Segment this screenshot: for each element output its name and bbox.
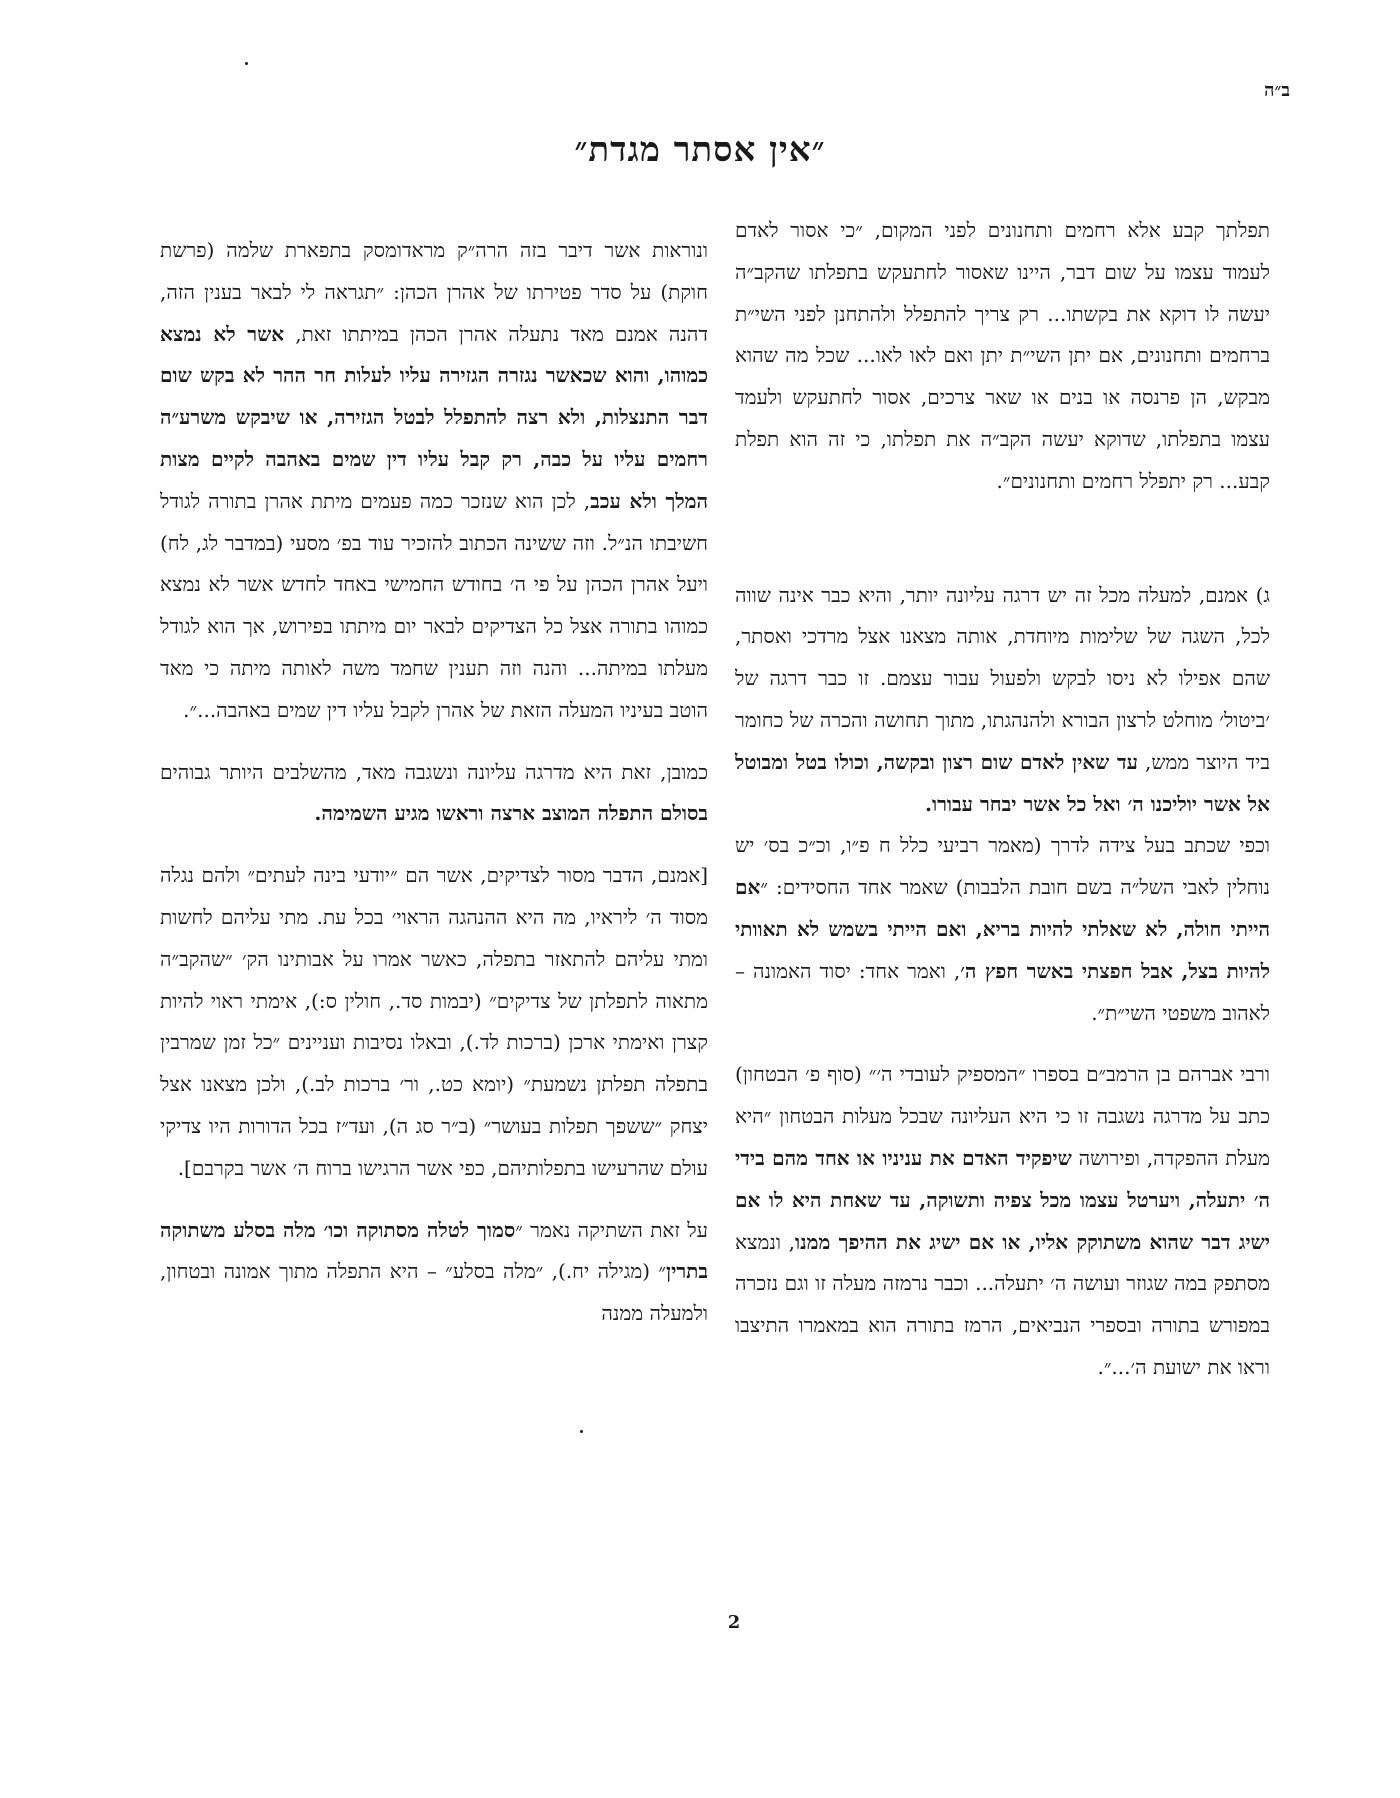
bold-text-run: עד שאין לאדם שום רצון ובקשה, וכולו בטל ומבוטל אל אשר יוליכנו ה׳ ואל כל אשר יבחר עבורו. (735, 749, 1270, 816)
text-run: על זאת השתיקה נאמר ״ (515, 1217, 708, 1242)
text-run: , לכן הוא שנזכר כמה פעמים מיתת אהרן בתורה לגודל חשיבתו הנ״ל. וזה ששינה הכתוב להזכיר עוד בפ׳ מסעי (במדבר לג, לח) ויעל אהרן הכהן על פי ה׳ בחודש החמישי באחד לחדש אשר לא נמצא כמוהו בתורה אצל כל הצדיקים לבאר יום מיתתו בפירוש, אך הוא לגודל מעלתו במיתה... והנה וזה תענין שחמד משה לאותה מיתה כי מאד הוטב בעיניו המעלה הזאת של אהרן לקבל עליו דין שמים באהבה...״. (160, 488, 708, 722)
page-number: 2 (727, 1612, 741, 1633)
bold-text-run: בסולם התפלה המוצב ארצה וראשו מגיע השמימה. (314, 801, 708, 826)
text-run: וכפי שכתב בעל צידה לדרך (מאמר רביעי כלל ח פ״ו, וכ״כ בס׳ יש נוחלין לאבי השל״ה בשם חובת הלבבות) שאמר אחד החסידים: ״ (735, 833, 1270, 900)
paragraph (735, 1054, 1270, 1388)
bold-text-run: אשר לא נמצא כמוהו, והוא שכאשר נגזרה הגזירה עליו לעלות חר ההר לא בקש שום דבר התנצלות, ולא רצה להתפלל לבטל הגזירה, או שיבקש משרע״ה רחמים עליו על כבה, רק קבל עליו דין שמים באהבה לקיים מצות המלך ולא עכב (160, 321, 709, 513)
bold-text-run: אם הייתי חולה, לא שאלתי להיות בריא, ואם הייתי בשמש לא תאוותי להיות בצל, אבל חפצתי באשר חפץ ה׳ (735, 875, 1270, 983)
scan-speck (580, 1430, 583, 1433)
text-run: ״ (מגילה יח.), ״מלה בסלע״ – היא התפלה מתוך אמונה ובטחון, ולמעלה ממנה (160, 1259, 708, 1326)
text-run: , ואמר אחד: יסוד האמונה – לאהוב משפטי השי״ת״. (735, 958, 1270, 1025)
text-run: ג) אמנם, למעלה מכל זה יש דרגה עליונה יותר, והיא כבר אינה שווה לכל, השגה של שלימות מיוחדת, אותה מצאנו אצל מרדכי ואסתר, שהם אפילו לא ניסו לבקש ולפעול עבור עצמם. זו כבר דרגה של ׳ביטול׳ מוחלט לרצון הבורא ולהנהגתו, מתוך תחושה והכרה של כחומר ביד היוצר ממש, (735, 582, 1270, 774)
paragraph (160, 230, 708, 732)
page-title: ״אין אסתר מגדת״ (574, 130, 826, 170)
page-header-mark: ב״ה (1264, 80, 1290, 101)
bold-text-run: סמוך לטלה מסתוקה וכו׳ מלה בסלע משתוקה בתרין (160, 1217, 708, 1284)
text-run: כמובן, זאת היא מדרגה עליונה ונשגבה מאד, מהשלבים היותר גבוהים (160, 759, 708, 784)
paragraph (160, 752, 708, 836)
paragraph (735, 825, 1270, 1034)
paragraph (160, 1210, 708, 1335)
paragraph: [אמנם, הדבר מסור לצדיקים, אשר הם ״יודעי בינה לעתים״ ולהם נגלה מסוד ה׳ ליראיו, מה היא ההנהגה הראוי׳ בכל עת. מתי עליהם לחשות ומתי עליהם להתאזר בתפלה, כאשר אמרו על אבותינו הק׳ ״שהקב״ה מתאוה לתפלתן של צדיקים״ (יבמות סד., חולין ס:), אימתי ראוי להיות קצרן ואימתי ארכן (ברכות לד.), ובאלו נסיבות ועניינים ״כל זמן שמרבין בתפלה תפלתן נשמעת״ (יומא כט., ור׳ ברכות לב.), ולכן מצאנו אצל יצחק ״ששפך תפלות בעושר״ (ב״ר סג ה), ועד״ז בכל הדורות היו צדיקי עולם שהרעישו בתפלותיהם, כפי אשר הרגישו ברוח ה׳ אשר בקרבם]. (160, 863, 708, 1180)
paragraph (735, 575, 1270, 826)
scan-speck (245, 62, 248, 65)
bold-text-run: שיפקיד האדם את עניניו או אחד מהם בידי ה׳ יתעלה, ויערטל עצמו מכל צפיה ותשוקה, עד שאחת היא לו אם ישיג דבר שהוא משתוקק אליו, או אם ישיג את ההיפך ממנו (735, 1145, 1271, 1254)
text-run: , ונמצא מסתפק במה שגוזר ועושה ה׳ יתעלה... וכבר נרמזה מעלה זו וגם נזכרה במפורש בתורה ובספרי הנביאים, הרמז בתורה הוא במאמרו התיצבו וראו את ישועת ה׳...״. (735, 1229, 1270, 1379)
left-column (160, 230, 708, 1335)
right-column (735, 210, 1270, 1389)
paragraph: תפלתך קבע אלא רחמים ותחנונים לפני המקום, ״כי אסור לאדם לעמוד עצמו על שום דבר, היינו שאסור לחתעקש בתפלתו שהקב״ה יעשה לו דוקא את בקשתו... רק צריך להתפלל ולהתחנן לפני השי״ת ברחמים ותחנונים, אם יתן השי״ת יתן ואם לאו לאו... שכל מה שהוא מבקש, הן פרנסה או בנים או שאר צרכים, אסור לחתעקש ולעמד עצמו בתפלתו, שדוקא יעשה הקב״ה את תפלתו, כי זה הוא תפלת קבע... רק יתפלל רחמים ותחנונים״. (735, 218, 1270, 493)
text-run: ורבי אברהם בן הרמב״ם בספרו ״המספיק לעובדי ה׳״ (סוף פ׳ הבטחון) כתב על מדרגה נשגבה זו כי היא העליונה שבכל מעלות הבטחון ״היא מעלת ההפקדה, ופירושה (735, 1062, 1270, 1170)
text-run: ונוראות אשר דיבר בזה הרה״ק מראדומסק בתפארת שלמה (פרשת חוקת) על סדר פטירתו של אהרן הכהן: ״תגראה לי לבאר בענין הזה, דהנה אמנם מאד נתעלה אהרן הכהן במיתתו זאת, (160, 238, 708, 346)
